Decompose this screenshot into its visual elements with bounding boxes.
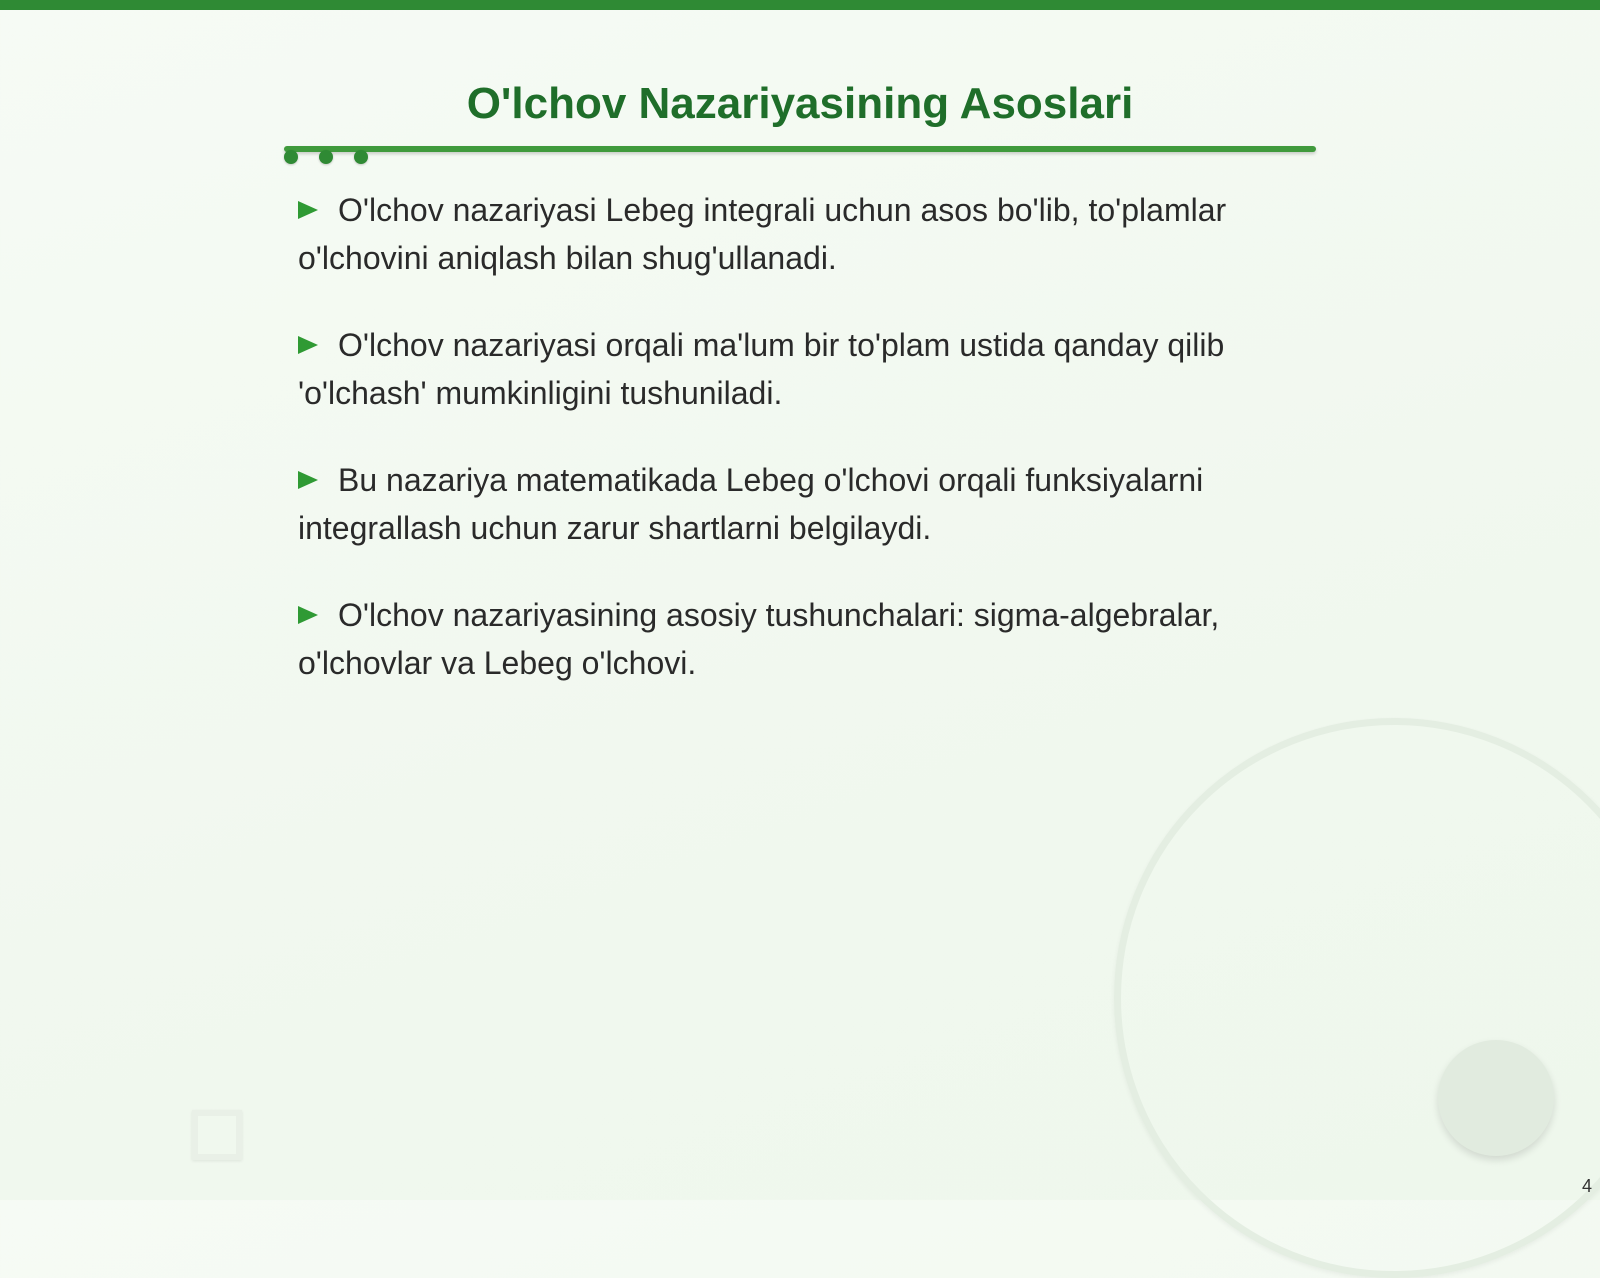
bullet-item: [298, 591, 1298, 687]
bullet-text: O'lchov nazariyasi Lebeg integrali uchun asos bo'lib, to'plamlar o'lchovini aniqlash bilan shug'ullanadi.: [298, 192, 1227, 276]
triangle-arrow-icon: [298, 201, 318, 219]
title-underline: [284, 146, 1316, 152]
underline-dot: [354, 150, 368, 164]
triangle-arrow-icon: [298, 606, 318, 624]
decorative-ring: [1114, 718, 1600, 1278]
bullet-text: Bu nazariya matematikada Lebeg o'lchovi orqali funksiyalarni integrallash uchun zarur shartlarni belgilaydi.: [298, 462, 1204, 546]
bullet-list: [298, 186, 1298, 726]
bullet-text: O'lchov nazariyasining asosiy tushunchalari: sigma-algebralar, o'lchovlar va Lebeg o'lchovi.: [298, 597, 1220, 681]
underline-dot: [284, 150, 298, 164]
page-number: 4: [1581, 1176, 1592, 1196]
bullet-item: [298, 186, 1298, 282]
underline-dot: [319, 150, 333, 164]
slide-title: O'lchov Nazariyasining Asoslari: [466, 79, 1134, 128]
triangle-arrow-icon: [298, 336, 318, 354]
triangle-arrow-icon: [298, 471, 318, 489]
bullet-item: [298, 456, 1298, 552]
decorative-square: [192, 1110, 242, 1160]
decorative-circle: [1438, 1040, 1554, 1156]
top-accent-bar: [0, 0, 1600, 10]
bullet-item: [298, 321, 1298, 417]
bullet-text: O'lchov nazariyasi orqali ma'lum bir to'plam ustida qanday qilib 'o'lchash' mumkinligini tushuniladi.: [298, 327, 1225, 411]
